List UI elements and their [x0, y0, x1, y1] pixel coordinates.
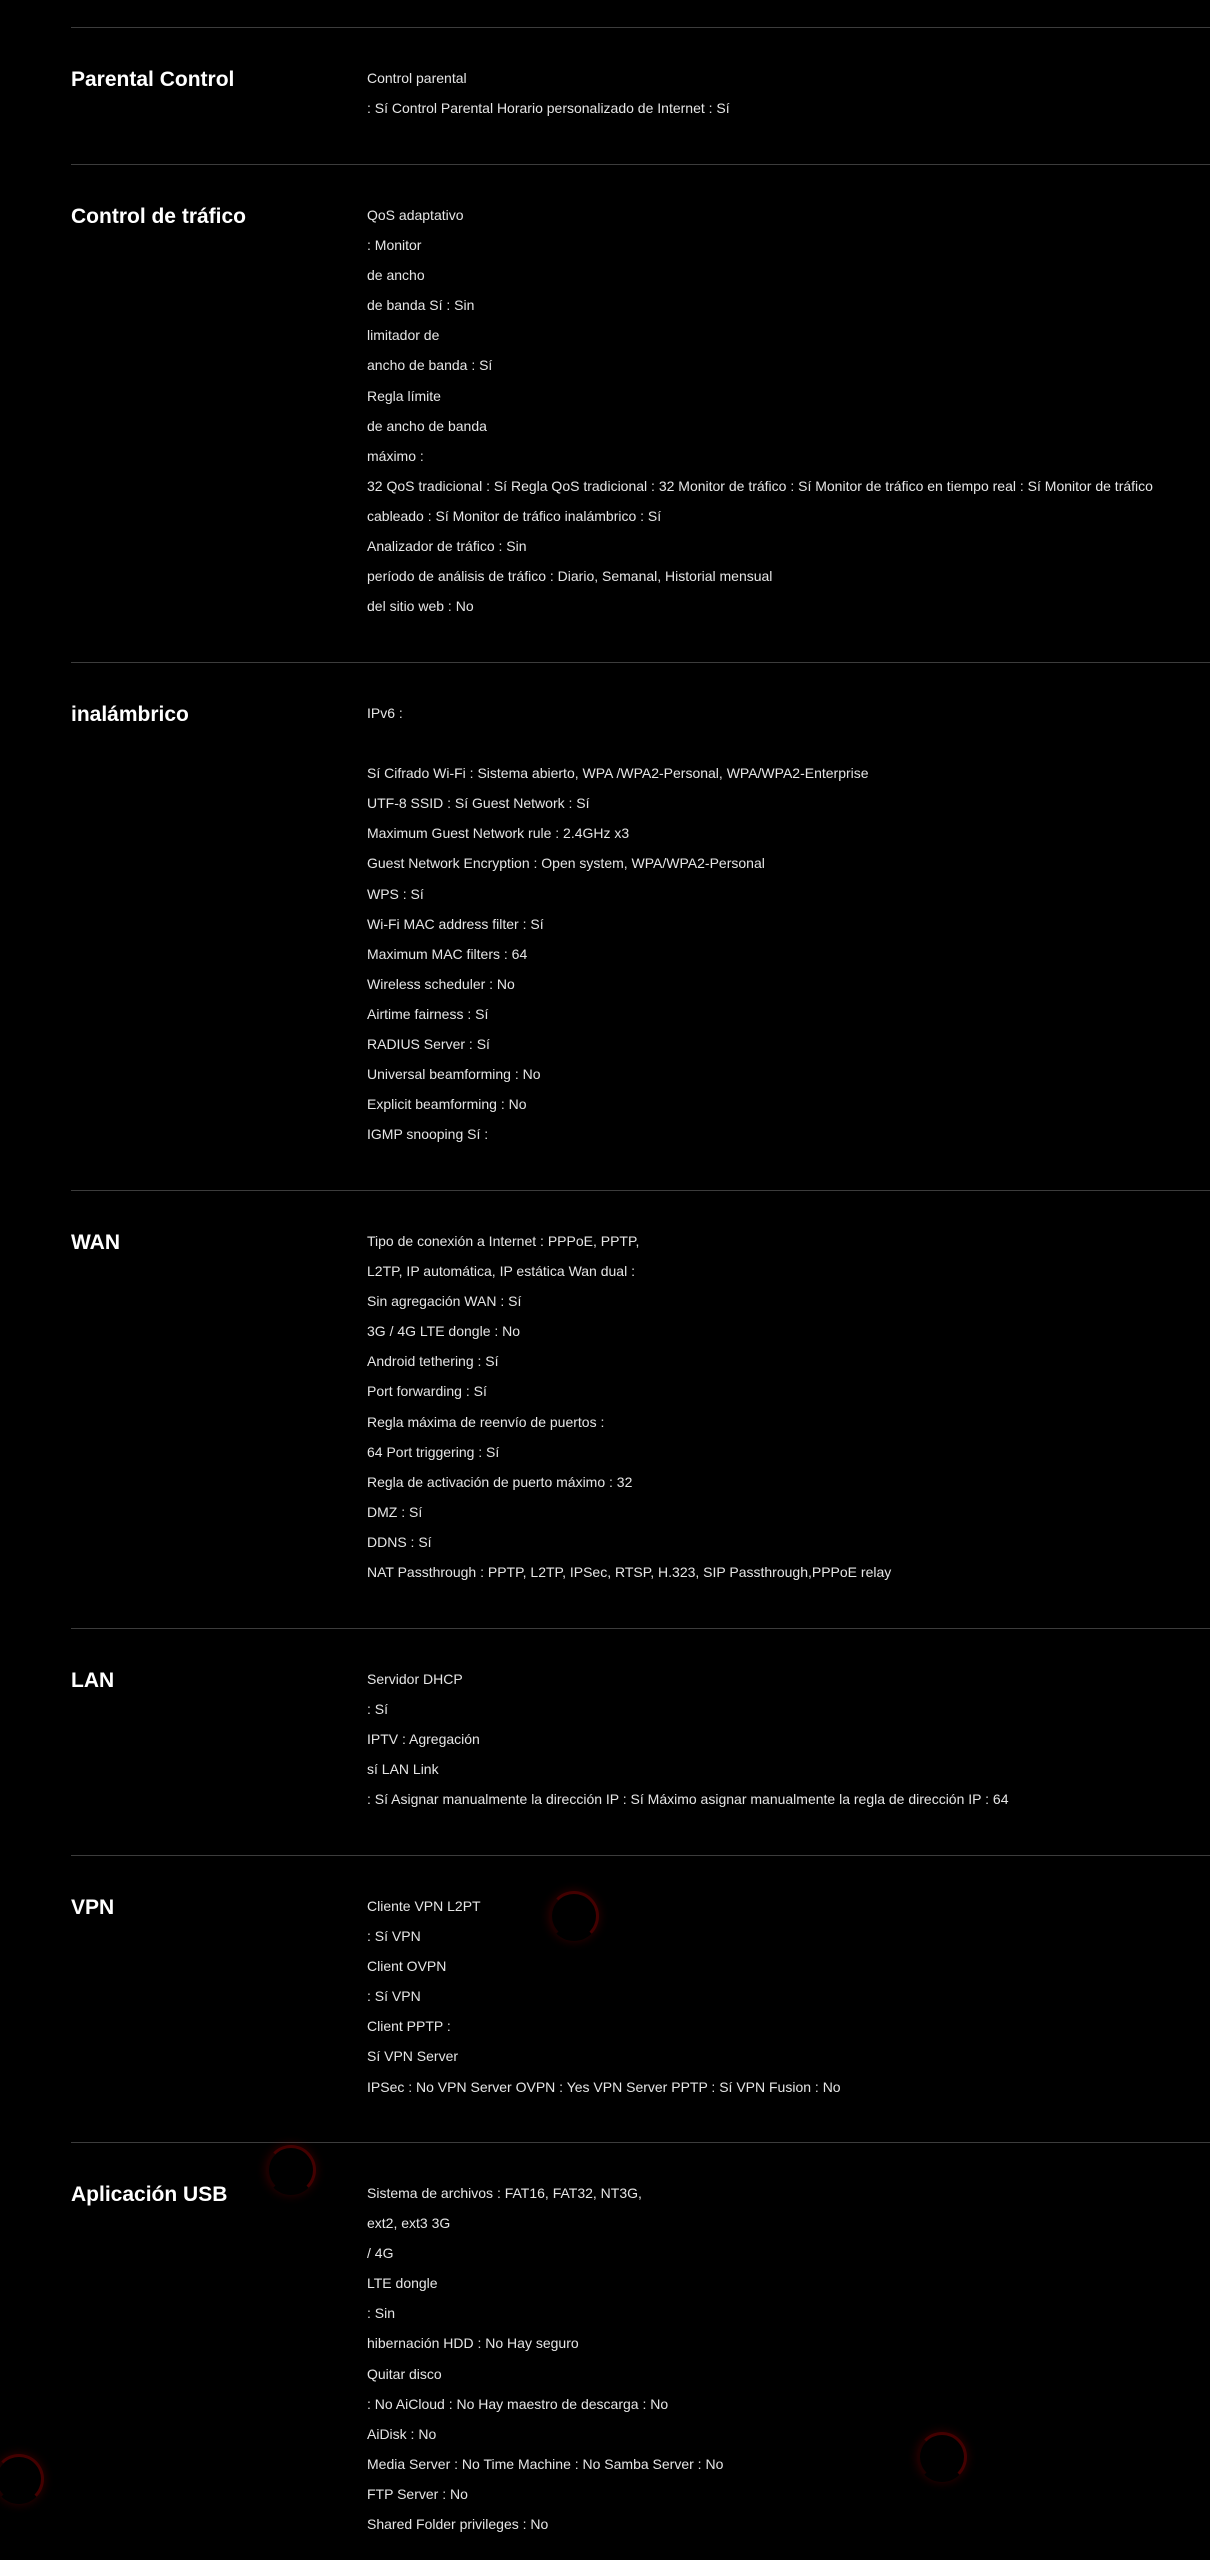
- spec-line: Analizador de tráfico : Sin: [367, 538, 527, 555]
- spec-line: de ancho: [367, 267, 425, 284]
- spec-line: DDNS : Sí: [367, 1533, 432, 1550]
- spec-line: RADIUS Server : Sí: [367, 1036, 490, 1053]
- spec-line: Client PPTP :: [367, 2018, 451, 2035]
- spec-line: UTF-8 SSID : Sí Guest Network : Sí: [367, 795, 590, 812]
- spec-line: QoS adaptativo: [367, 207, 464, 223]
- spec-line: : Monitor: [367, 237, 422, 254]
- spec-line: 64 Port triggering : Sí: [367, 1443, 500, 1460]
- section-title: Control de tráfico: [71, 205, 247, 228]
- spec-line: máximo :: [367, 447, 424, 464]
- spec-line: : Sí: [367, 1701, 389, 1718]
- spec-line: Regla límite: [367, 387, 441, 404]
- spec-section-wan: [71, 1190, 1210, 1581]
- spec-line: DMZ : Sí: [367, 1503, 423, 1520]
- spec-line: hibernación HDD : No Hay seguro: [367, 2335, 579, 2352]
- spec-list: [367, 205, 1153, 626]
- spec-line: de ancho de banda: [367, 417, 487, 434]
- spec-line: IPv6 :: [367, 705, 403, 721]
- spec-list: [367, 68, 730, 128]
- decorative-red-glow: [549, 1891, 599, 1941]
- spec-list: [367, 1231, 891, 1592]
- section-title: inalámbrico: [71, 703, 189, 726]
- spec-list: [367, 1896, 841, 2107]
- spec-list: [367, 703, 869, 1154]
- spec-line: Tipo de conexión a Internet : PPPoE, PPTP,: [367, 1233, 640, 1249]
- spec-line: Maximum Guest Network rule : 2.4GHz x3: [367, 825, 630, 842]
- spec-line: FTP Server : No: [367, 2485, 468, 2502]
- decorative-red-glow: [0, 2454, 44, 2504]
- spec-line: Sin agregación WAN : Sí: [367, 1293, 522, 1310]
- spec-line: Regla de activación de puerto máximo : 32: [367, 1473, 633, 1490]
- spec-line: Client OVPN: [367, 1958, 447, 1975]
- spec-line: IPSec : No VPN Server OVPN : Yes VPN Server PPTP : Sí VPN Fusion : No: [367, 2078, 841, 2095]
- spec-line: IPTV : Agregación: [367, 1731, 480, 1748]
- spec-section-inalambrico: [71, 662, 1210, 1143]
- spec-line: : No AiCloud : No Hay maestro de descarga : No: [367, 2395, 669, 2412]
- spec-line: cableado : Sí Monitor de tráfico inalámbrico : Sí: [367, 507, 662, 524]
- spec-line: Maximum MAC filters : 64: [367, 945, 528, 962]
- spec-line: Sí VPN Server: [367, 2048, 459, 2065]
- spec-line: : Sí Control Parental Horario personalizado de Internet : Sí: [367, 100, 730, 117]
- spec-line: Airtime fairness : Sí: [367, 1005, 489, 1022]
- spec-line: Explicit beamforming : No: [367, 1096, 527, 1113]
- section-title: VPN: [71, 1896, 115, 1919]
- spec-line: IGMP snooping Sí :: [367, 1126, 489, 1143]
- spec-section-parental-control: [71, 27, 1210, 117]
- spec-line: LTE dongle: [367, 2275, 438, 2292]
- spec-line: Guest Network Encryption : Open system, WPA/WPA2-Personal: [367, 855, 765, 872]
- spec-line: / 4G: [367, 2245, 394, 2262]
- spec-section-control-de-trafico: [71, 164, 1210, 615]
- spec-line: : Sí VPN: [367, 1928, 421, 1945]
- decorative-red-glow: [266, 2145, 316, 2195]
- spec-line: Media Server : No Time Machine : No Samba Server : No: [367, 2455, 724, 2472]
- spec-line: Cliente VPN L2PT: [367, 1898, 481, 1914]
- spec-line: : Sin: [367, 2305, 396, 2322]
- spec-line: Sistema de archivos : FAT16, FAT32, NT3G,: [367, 2185, 642, 2201]
- spec-line: ancho de banda : Sí: [367, 357, 493, 374]
- spec-line: Port forwarding : Sí: [367, 1383, 487, 1400]
- spec-line: Servidor DHCP: [367, 1671, 463, 1687]
- spec-line: Wireless scheduler : No: [367, 975, 515, 992]
- spec-line: sí LAN Link: [367, 1761, 439, 1778]
- spec-line: ext2, ext3 3G: [367, 2215, 451, 2232]
- spec-line: WPS : Sí: [367, 885, 424, 902]
- section-title: Aplicación USB: [71, 2183, 228, 2206]
- spec-line: : Sí VPN: [367, 1988, 421, 2005]
- spec-line: : Sí Asignar manualmente la dirección IP : Sí Máximo asignar manualmente la regla de dirección IP : 64: [367, 1791, 1009, 1808]
- section-title: WAN: [71, 1231, 120, 1254]
- section-title: Parental Control: [71, 68, 235, 91]
- spec-list: [367, 1669, 1008, 1819]
- section-title: LAN: [71, 1669, 115, 1692]
- spec-line: Wi-Fi MAC address filter : Sí: [367, 915, 544, 932]
- spec-line: período de análisis de tráfico : Diario, Semanal, Historial mensual: [367, 568, 773, 585]
- spec-line: [367, 733, 869, 763]
- spec-line: Quitar disco: [367, 2365, 442, 2382]
- spec-line: Sí Cifrado Wi-Fi : Sistema abierto, WPA /WPA2-Personal, WPA/WPA2-Enterprise: [367, 765, 869, 782]
- spec-line: Control parental: [367, 70, 467, 86]
- spec-line: 32 QoS tradicional : Sí Regla QoS tradicional : 32 Monitor de tráfico : Sí Monitor de tráfico en tiempo real : Sí Monitor de tráfico: [367, 477, 1153, 494]
- spec-list: [367, 2183, 723, 2544]
- spec-line: NAT Passthrough : PPTP, L2TP, IPSec, RTSP, H.323, SIP Passthrough,PPPoE relay: [367, 1564, 892, 1581]
- spec-line: 3G / 4G LTE dongle : No: [367, 1323, 521, 1340]
- spec-section-aplicacion-usb: [71, 2142, 1210, 2533]
- spec-section-vpn: [71, 1855, 1210, 2095]
- spec-line: Universal beamforming : No: [367, 1066, 541, 1083]
- spec-line: AiDisk : No: [367, 2425, 437, 2442]
- spec-line: de banda Sí : Sin: [367, 297, 475, 314]
- spec-line: Android tethering : Sí: [367, 1353, 499, 1370]
- spec-line: Shared Folder privileges : No: [367, 2516, 549, 2533]
- spec-line: Regla máxima de reenvío de puertos :: [367, 1413, 605, 1430]
- spec-line: L2TP, IP automática, IP estática Wan dual :: [367, 1263, 635, 1280]
- spec-section-lan: [71, 1628, 1210, 1808]
- decorative-red-glow: [917, 2432, 967, 2482]
- spec-line: limitador de: [367, 327, 440, 344]
- spec-line: del sitio web : No: [367, 598, 474, 615]
